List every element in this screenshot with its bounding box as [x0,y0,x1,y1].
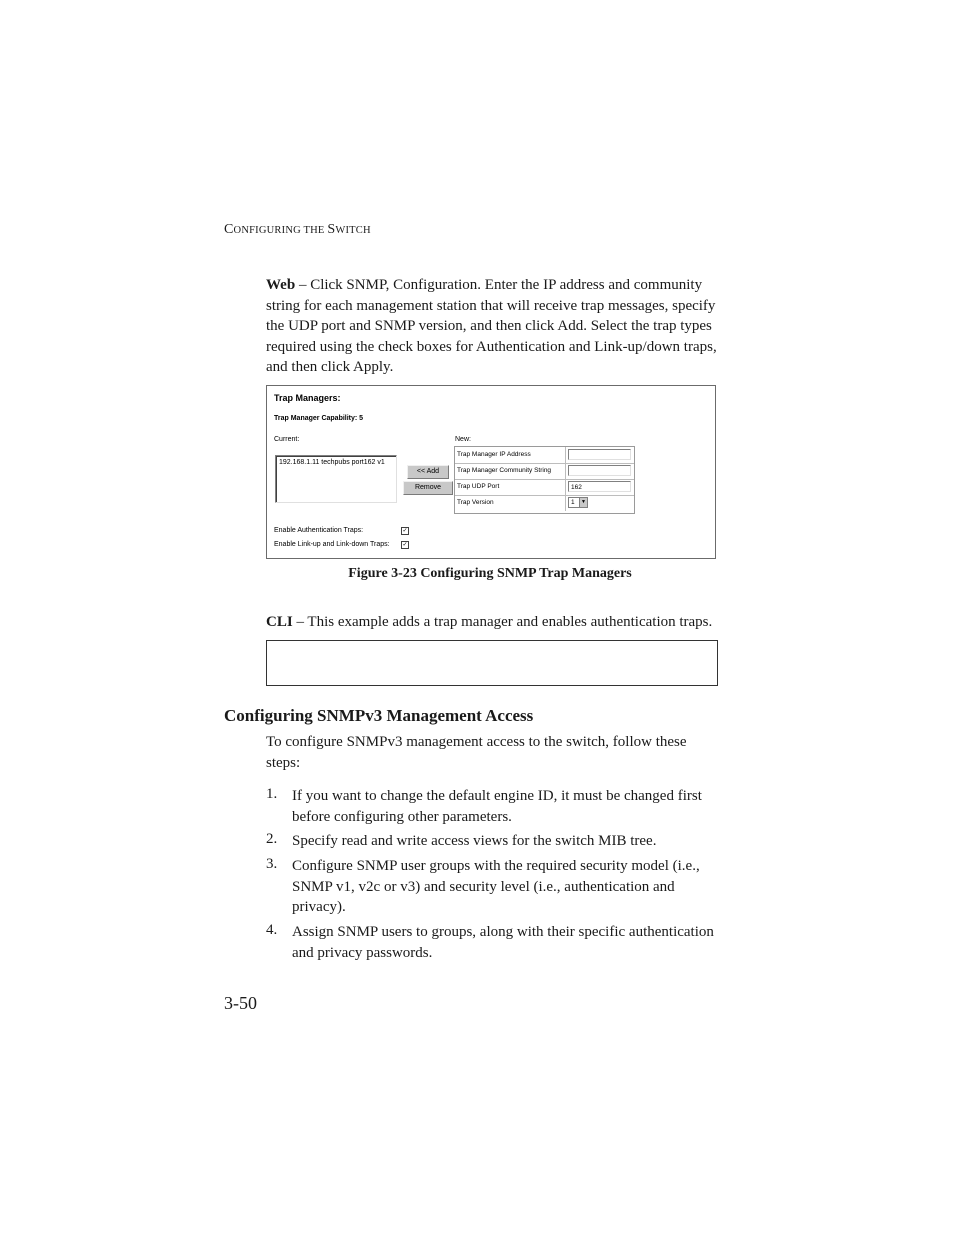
running-head [224,222,371,238]
auth-traps-label: Enable Authentication Traps: [274,527,364,534]
ip-address-input[interactable] [568,449,631,460]
row-divider [565,495,566,511]
cli-text: – This example adds a trap manager and enables authentication traps. [292,614,713,630]
section-heading: Configuring SNMPv3 Management Access [224,706,534,725]
row-divider [565,463,566,479]
cli-example-box [266,640,718,686]
trap-managers-figure [266,385,716,559]
udp-port-input[interactable]: 162 [568,481,631,492]
cli-label: CLI [266,614,293,630]
link-traps-label: Enable Link-up and Link-down Traps: [274,541,390,548]
step-text: If you want to change the default engine ID, it must be changed first before configuring other parameters. [292,788,702,825]
checkmark-icon: ✓ [402,542,408,548]
new-trap-manager-form [454,446,635,514]
chevron-down-icon: ▼ [579,498,587,507]
remove-button[interactable]: Remove [403,481,453,495]
trap-version-row [455,495,634,511]
row-divider [565,479,566,495]
community-string-label: Trap Manager Community String [457,467,552,474]
step-text: Configure SNMP user groups with the required security model (i.e., SNMP v1, v2c or v3) and security level (i.e., authentication and privacy). [292,858,700,915]
running-head-part1: ONFIGURING THE [233,225,328,236]
trap-version-select[interactable] [568,497,588,508]
ip-address-row [455,447,634,464]
udp-port-label: Trap UDP Port [457,483,500,490]
community-string-row [455,463,634,480]
step-text: Assign SNMP users to groups, along with their specific authentication and privacy passwords. [292,924,714,961]
step-number: 2. [266,831,278,847]
udp-port-row [455,479,634,496]
trap-version-label: Trap Version [457,499,494,506]
current-trap-managers-list[interactable] [275,455,397,503]
checkmark-icon: ✓ [402,528,408,534]
ip-address-label: Trap Manager IP Address [457,451,531,458]
new-label: New: [455,436,471,443]
link-traps-checkbox[interactable] [401,541,409,549]
intro-paragraph: To configure SNMPv3 management access to the switch, follow these steps: [266,734,687,771]
step-number: 3. [266,856,278,872]
row-divider [565,447,566,463]
auth-traps-checkbox[interactable] [401,527,409,535]
running-head-part2: WITCH [335,225,371,236]
list-item[interactable]: 192.168.1.11 techpubs port162 v1 [279,459,385,466]
step-number: 1. [266,786,278,802]
figure-caption: Figure 3-23 Configuring SNMP Trap Managers [348,566,632,581]
running-head-initial-c: C [224,222,234,237]
current-label: Current: [274,436,300,443]
web-text: – Click SNMP, Configuration. Enter the IP address and community string for each management station that will receive trap messages, specify the UDP port and SNMP version, and then click Add. Select the trap types required using the check boxes for Authentication and Link-up/down traps, and then click Apply. [266,277,717,375]
step-number: 4. [266,922,278,938]
page-number: 3-50 [224,993,257,1013]
cli-instructions [266,612,736,633]
step-text: Specify read and write access views for the switch MIB tree. [292,833,657,849]
figure-title: Trap Managers: [274,393,341,403]
community-string-input[interactable] [568,465,631,476]
web-instructions [266,275,718,378]
trap-version-value: 1 [571,499,575,506]
running-head-initial-s: S [327,222,336,237]
add-button[interactable]: << Add [407,465,449,479]
web-label: Web [266,277,296,293]
trap-capability: Trap Manager Capability: 5 [274,415,364,422]
